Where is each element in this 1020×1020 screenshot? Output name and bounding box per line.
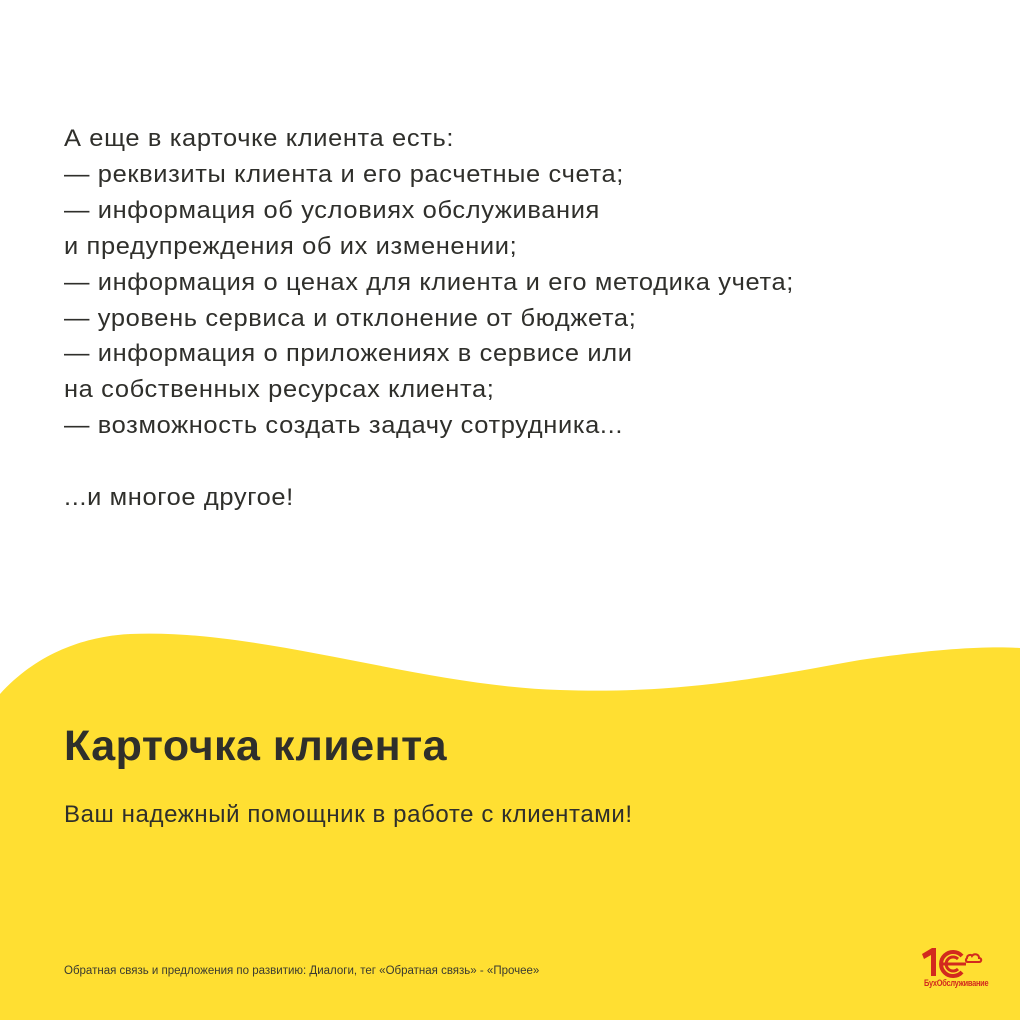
banner-subtitle: Ваш надежный помощник в работе с клиентами! — [64, 801, 633, 828]
intro-item: — возможность создать задачу сотрудника... — [64, 412, 624, 440]
intro-item: — уровень сервиса и отклонение от бюджета; — [64, 304, 637, 332]
logo-subtext: БухОбслуживание — [924, 978, 989, 988]
intro-heading: А еще в карточке клиента есть: — [64, 125, 455, 152]
intro-item: — реквизиты клиента и его расчетные счета; — [64, 160, 624, 188]
intro-item: — информация об условиях обслуживания — [64, 196, 600, 224]
intro-item: на собственных ресурсах клиента; — [64, 376, 495, 404]
intro-item: — информация о ценах для клиента и его методика учета; — [64, 268, 794, 296]
intro-item: — информация о приложениях в сервисе или — [64, 340, 633, 368]
intro-item: и предупреждения об их изменении; — [64, 232, 518, 260]
intro-closing: ...и многое другое! — [64, 484, 294, 512]
intro-text-block — [64, 121, 984, 516]
feedback-footer: Обратная связь и предложения по развитию: Диалоги, тег «Обратная связь» - «Прочее» — [64, 965, 540, 977]
banner-title: Карточка клиента — [64, 722, 448, 770]
